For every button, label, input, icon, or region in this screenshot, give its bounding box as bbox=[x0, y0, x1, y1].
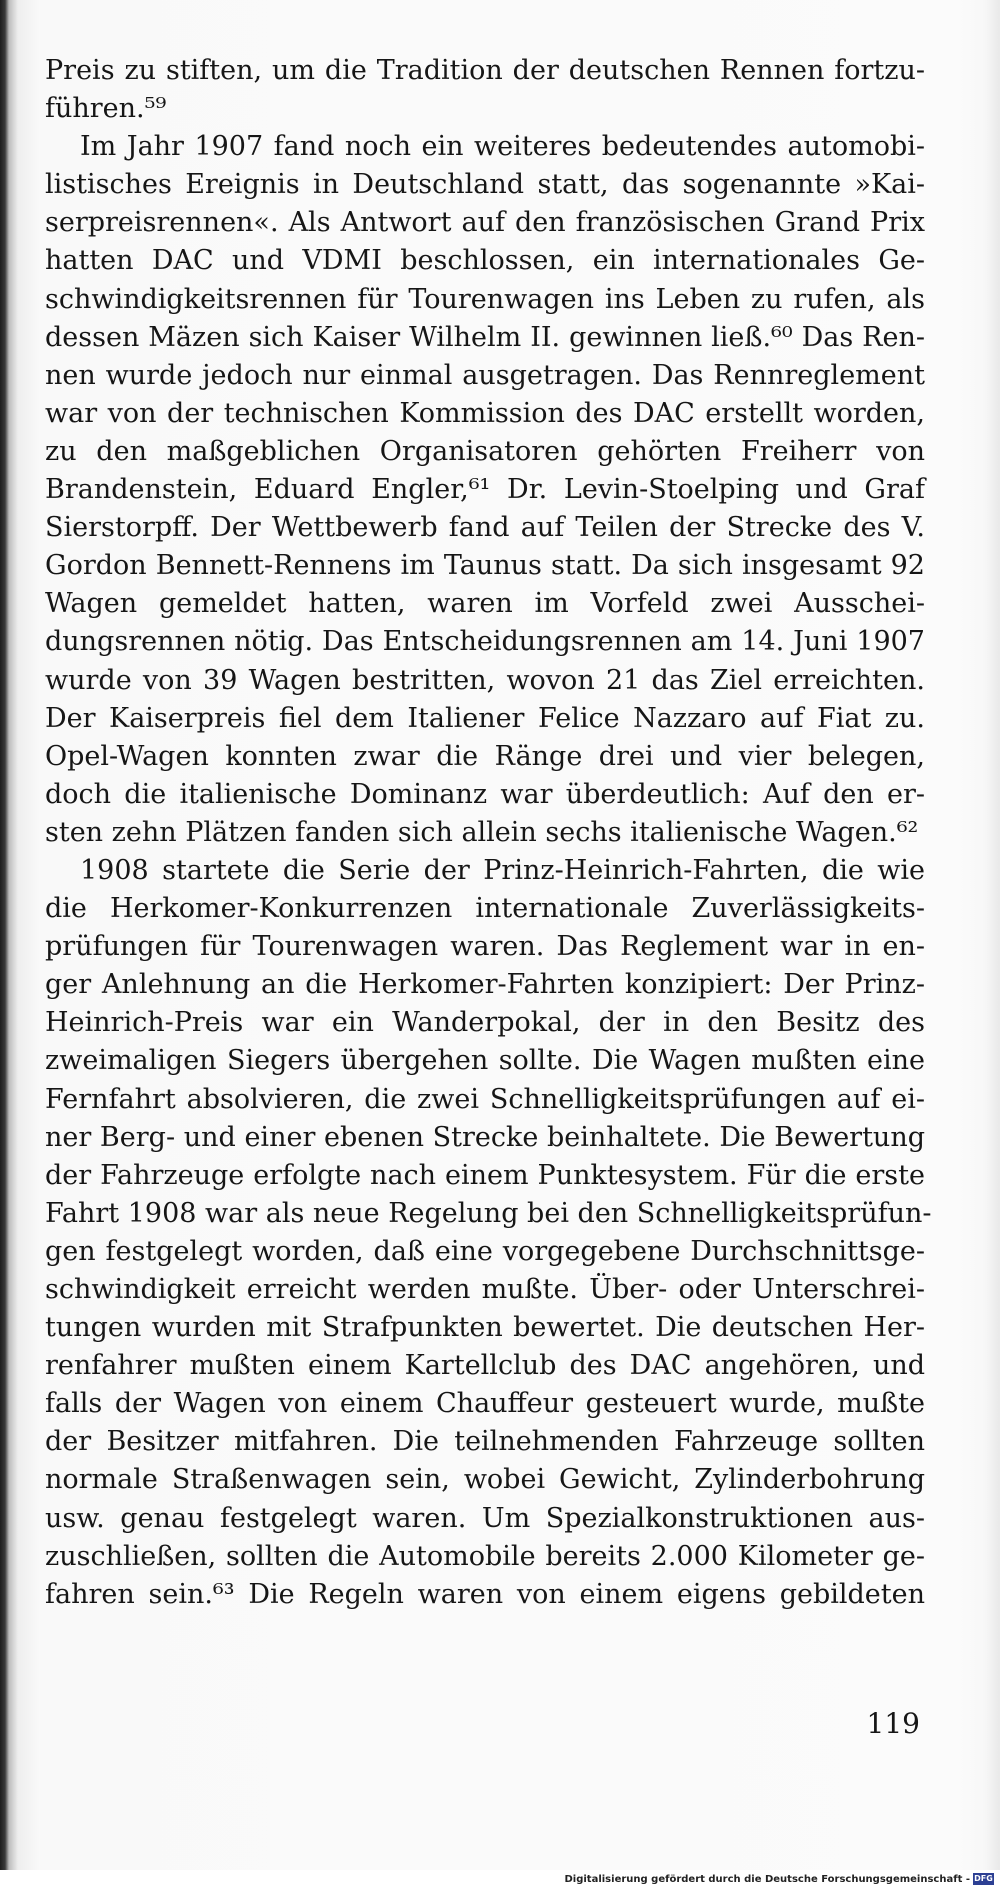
text-line: Brandenstein, Eduard Engler,⁶¹ Dr. Levin-Stoelping und Graf bbox=[45, 474, 925, 506]
text-line: Heinrich-Preis war ein Wanderpokal, der in den Besitz des bbox=[45, 1007, 925, 1039]
text-line: Wagen gemeldet hatten, waren im Vorfeld zwei Ausschei- bbox=[45, 588, 925, 620]
text-line: zweimaligen Siegers übergehen sollte. Die Wagen mußten eine bbox=[45, 1045, 925, 1077]
text-line: ger Anlehnung an die Herkomer-Fahrten konzipiert: Der Prinz- bbox=[45, 969, 925, 1001]
text-line: Preis zu stiften, um die Tradition der deutschen Rennen fortzu- bbox=[45, 55, 925, 86]
text-line: wurde von 39 Wagen bestritten, wovon 21 das Ziel erreichten. bbox=[45, 664, 925, 696]
footer-bar bbox=[0, 1870, 1000, 1890]
text-line: schwindigkeit erreicht werden mußte. Über- oder Unterschrei- bbox=[45, 1274, 925, 1305]
text-line: Fahrt 1908 war als neue Regelung bei den Schnelligkeitsprüfun- bbox=[45, 1197, 932, 1229]
text-line: fahren sein.⁶³ Die Regeln waren von einem eigens gebildeten bbox=[45, 1578, 925, 1610]
text-line: Der Kaiserpreis fiel dem Italiener Felice Nazzaro auf Fiat zu. bbox=[45, 702, 925, 734]
text-line: zu den maßgeblichen Organisatoren gehörten Freiherr von bbox=[45, 435, 925, 467]
text-line: prüfungen für Tourenwagen waren. Das Reglement war in en- bbox=[45, 931, 925, 963]
text-line: führen.⁵⁹ bbox=[45, 93, 167, 125]
text-line: der Besitzer mitfahren. Die teilnehmenden Fahrzeuge sollten bbox=[45, 1426, 925, 1458]
body-text bbox=[45, 52, 932, 1614]
text-line: Fernfahrt absolvieren, die zwei Schnelligkeitsprüfungen auf ei- bbox=[45, 1083, 925, 1115]
text-line: Sierstorpff. Der Wettbewerb fand auf Teilen der Strecke des V. bbox=[45, 512, 925, 544]
text-line: falls der Wagen von einem Chauffeur gesteuert wurde, mußte bbox=[45, 1388, 925, 1420]
text-line: normale Straßenwagen sein, wobei Gewicht, Zylinderbohrung bbox=[45, 1464, 925, 1496]
text-line: hatten DAC und VDMI beschlossen, ein internationales Ge- bbox=[45, 245, 925, 277]
text-line: ner Berg- und einer ebenen Strecke beinhaltete. Die Bewertung bbox=[45, 1121, 925, 1153]
text-line: renfahrer mußten einem Kartellclub des DAC angehören, und bbox=[45, 1350, 925, 1382]
text-line: Im Jahr 1907 fand noch ein weiteres bedeutendes automobi- bbox=[80, 131, 925, 163]
text-line: nen wurde jedoch nur einmal ausgetragen. Das Rennreglement bbox=[45, 359, 925, 391]
page-number: 119 bbox=[866, 1707, 920, 1740]
text-line: sten zehn Plätzen fanden sich allein sechs italienische Wagen.⁶² bbox=[45, 816, 919, 848]
text-line: schwindigkeitsrennen für Tourenwagen ins Leben zu rufen, als bbox=[45, 283, 925, 315]
text-line: Opel-Wagen konnten zwar die Ränge drei und vier belegen, bbox=[45, 740, 925, 772]
text-line: gen festgelegt worden, daß eine vorgegebene Durchschnittsge- bbox=[45, 1235, 925, 1267]
text-line: listisches Ereignis in Deutschland statt, das sogenannte »Kai- bbox=[45, 169, 925, 201]
text-line: die Herkomer-Konkurrenzen internationale Zuverlässigkeits- bbox=[45, 893, 925, 925]
dfg-logo-icon: DFG bbox=[974, 1874, 993, 1883]
text-line: dungsrennen nötig. Das Entscheidungsrennen am 14. Juni 1907 bbox=[45, 626, 925, 658]
text-line: doch die italienische Dominanz war überdeutlich: Auf den er- bbox=[45, 778, 925, 810]
text-line: dessen Mäzen sich Kaiser Wilhelm II. gewinnen ließ.⁶⁰ Das Ren- bbox=[45, 321, 925, 353]
text-line: Gordon Bennett-Rennens im Taunus statt. Da sich insgesamt 92 bbox=[45, 550, 925, 582]
text-line: serpreisrennen«. Als Antwort auf den französischen Grand Prix bbox=[45, 207, 925, 239]
footer-credit: Digitalisierung gefördert durch die Deutsche Forschungsgemeinschaft - bbox=[564, 1874, 970, 1885]
text-line: der Fahrzeuge erfolgte nach einem Punktesystem. Für die erste bbox=[45, 1159, 925, 1191]
text-line: tungen wurden mit Strafpunkten bewertet. Die deutschen Her- bbox=[45, 1312, 925, 1344]
text-line: war von der technischen Kommission des DAC erstellt worden, bbox=[45, 397, 925, 429]
text-line: 1908 startete die Serie der Prinz-Heinrich-Fahrten, die wie bbox=[80, 854, 925, 886]
text-line: zuschließen, sollten die Automobile bereits 2.000 Kilometer ge- bbox=[45, 1540, 925, 1572]
text-line: usw. genau festgelegt waren. Um Spezialkonstruktionen aus- bbox=[45, 1502, 925, 1534]
